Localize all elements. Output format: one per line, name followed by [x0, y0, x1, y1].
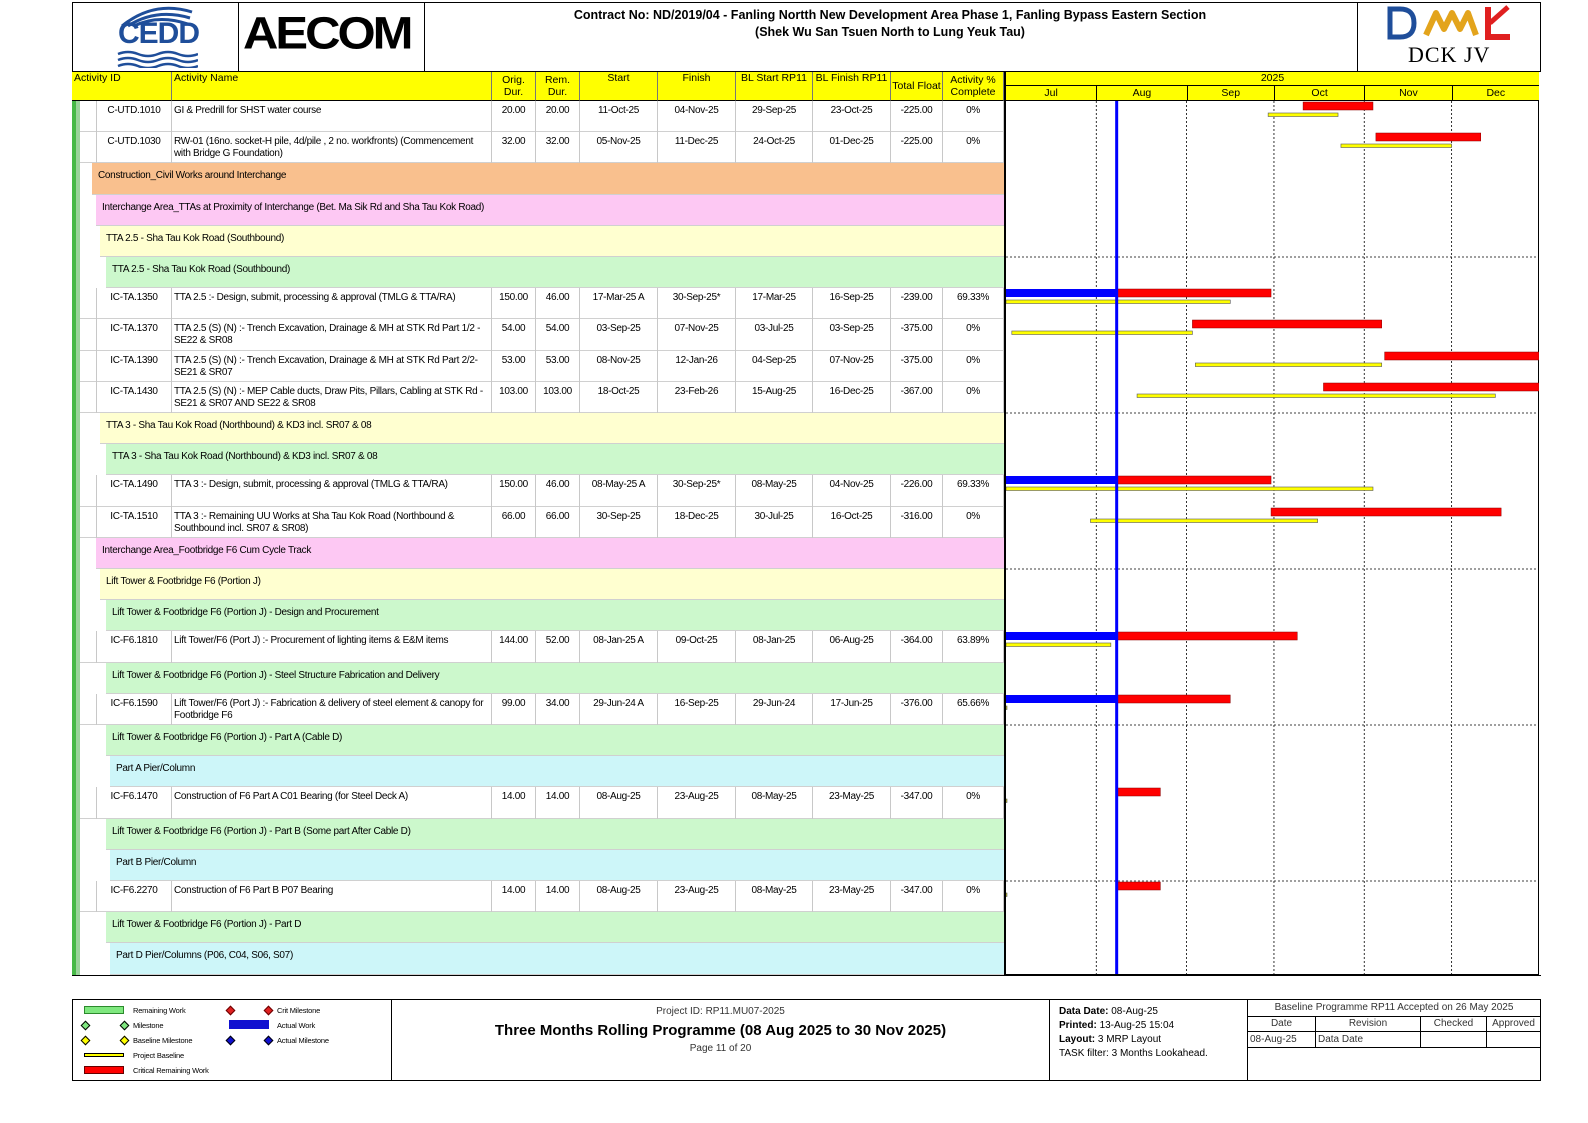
col-header-pct-complete[interactable]: Activity % Complete — [943, 72, 1004, 101]
activity-row[interactable] — [72, 132, 1004, 163]
total-float: -376.00 — [891, 694, 943, 725]
pct-complete: 0% — [943, 787, 1004, 819]
activity-name: TTA 2.5 :- Design, submit, processing & approval (TMLG & TTA/RA) — [172, 288, 492, 319]
col-header-bl-finish[interactable]: BL Finish RP11 — [813, 72, 891, 101]
bl-start-date: 30-Jul-25 — [736, 507, 813, 538]
critical-remaining-bar — [1117, 289, 1271, 297]
activity-id: IC-TA.1390 — [96, 351, 172, 382]
baseline-bar — [1006, 799, 1007, 803]
finish-date: 12-Jan-26 — [658, 351, 736, 382]
divider — [72, 975, 1541, 976]
finish-date: 18-Dec-25 — [658, 507, 736, 538]
activity-id: IC-TA.1370 — [96, 319, 172, 351]
rem-dur: 46.00 — [536, 475, 580, 507]
divider — [1049, 999, 1050, 1081]
critical-remaining-bar — [1117, 632, 1298, 640]
activity-row[interactable] — [72, 101, 1004, 132]
bl-start-date: 24-Oct-25 — [736, 132, 813, 163]
outline-stripe — [76, 101, 80, 975]
pct-complete: 69.33% — [943, 475, 1004, 507]
rev-header-checked: Checked — [1433, 1018, 1474, 1029]
rev-revision: Data Date — [1318, 1034, 1364, 1045]
bl-start-date: 04-Sep-25 — [736, 351, 813, 382]
divider — [1248, 1016, 1540, 1017]
wbs-band-row[interactable] — [72, 413, 1004, 444]
orig-dur: 103.00 — [492, 382, 536, 413]
rem-dur: 34.00 — [536, 694, 580, 725]
bl-start-date: 03-Jul-25 — [736, 319, 813, 351]
rem-dur: 20.00 — [536, 101, 580, 132]
activity-id: C-UTD.1010 — [96, 101, 172, 132]
wbs-band-label: Interchange Area_TTAs at Proximity of Interchange (Bet. Ma Sik Rd and Sha Tau Kok Road) — [96, 195, 1004, 226]
rem-dur: 54.00 — [536, 319, 580, 351]
wbs-band-label: Lift Tower & Footbridge F6 (Portion J) - Steel Structure Fabrication and Delivery — [106, 663, 1004, 694]
divider — [1248, 1047, 1540, 1048]
critical-remaining-bar — [1303, 102, 1373, 110]
wbs-band-row[interactable] — [72, 663, 1004, 694]
activity-id: IC-TA.1510 — [96, 507, 172, 538]
activity-row[interactable] — [72, 631, 1004, 663]
baseline-bar — [1268, 113, 1338, 117]
project-id: Project ID: RP11.MU07-2025 — [656, 1006, 785, 1017]
critical-remaining-bar — [1117, 695, 1231, 703]
rem-dur: 14.00 — [536, 787, 580, 819]
bl-finish-date: 17-Jun-25 — [813, 694, 891, 725]
pct-complete: 0% — [943, 382, 1004, 413]
baseline-title: Baseline Programme RP11 Accepted on 26 May 2025 — [1274, 1002, 1514, 1013]
cedd-logo-text: CEDD — [118, 17, 200, 50]
bl-finish-date: 23-May-25 — [813, 881, 891, 912]
wbs-band-label: Lift Tower & Footbridge F6 (Portion J) - Part D — [106, 912, 1004, 943]
wbs-band-row[interactable] — [72, 538, 1004, 569]
wbs-band-label: Lift Tower & Footbridge F6 (Portion J) - Part A (Cable D) — [106, 725, 1004, 756]
activity-row[interactable] — [72, 507, 1004, 538]
activity-id: IC-F6.1810 — [96, 631, 172, 663]
activity-row[interactable] — [72, 351, 1004, 382]
orig-dur: 54.00 — [492, 319, 536, 351]
wbs-band-label: Lift Tower & Footbridge F6 (Portion J) — [100, 569, 1004, 600]
bl-start-date: 17-Mar-25 — [736, 288, 813, 319]
wbs-band-row[interactable] — [72, 943, 1004, 975]
start-date: 11-Oct-25 — [580, 101, 658, 132]
critical-remaining-bar — [1117, 882, 1161, 890]
total-float: -239.00 — [891, 288, 943, 319]
orig-dur: 14.00 — [492, 787, 536, 819]
finish-date: 23-Aug-25 — [658, 881, 736, 912]
pct-complete: 0% — [943, 507, 1004, 538]
data-date-block — [1059, 1006, 1208, 1062]
actual-work-bar — [1006, 632, 1117, 640]
total-float: -375.00 — [891, 319, 943, 351]
start-date: 08-Nov-25 — [580, 351, 658, 382]
pct-complete: 0% — [943, 132, 1004, 163]
legend-critical-swatch — [84, 1066, 124, 1074]
baseline-bar — [1006, 643, 1111, 647]
start-date: 05-Nov-25 — [580, 132, 658, 163]
total-float: -364.00 — [891, 631, 943, 663]
activity-id: IC-TA.1350 — [96, 288, 172, 319]
wbs-band-label: TTA 2.5 - Sha Tau Kok Road (Southbound) — [100, 226, 1004, 257]
bl-start-date: 08-May-25 — [736, 475, 813, 507]
month-label: Aug — [1096, 86, 1186, 101]
critical-remaining-bar — [1117, 788, 1161, 796]
rem-dur: 52.00 — [536, 631, 580, 663]
orig-dur: 53.00 — [492, 351, 536, 382]
pct-complete: 69.33% — [943, 288, 1004, 319]
total-float: -375.00 — [891, 351, 943, 382]
finish-date: 23-Feb-26 — [658, 382, 736, 413]
actual-work-bar — [1006, 695, 1117, 703]
bl-finish-date: 03-Sep-25 — [813, 319, 891, 351]
activity-name: TTA 3 :- Remaining UU Works at Sha Tau Kok Road (Northbound & Southbound incl. SR07 & SR08) — [172, 507, 492, 538]
finish-date: 07-Nov-25 — [658, 319, 736, 351]
activity-id: C-UTD.1030 — [96, 132, 172, 163]
bl-start-date: 29-Sep-25 — [736, 101, 813, 132]
divider — [238, 2, 239, 72]
activity-row[interactable] — [72, 475, 1004, 507]
wbs-band-row[interactable] — [72, 569, 1004, 600]
baseline-bar — [1006, 487, 1373, 491]
col-header-start[interactable]: Start — [580, 72, 658, 101]
activity-id: IC-TA.1430 — [96, 382, 172, 413]
activity-id: IC-TA.1490 — [96, 475, 172, 507]
legend-project-baseline-label: Project Baseline — [133, 1051, 184, 1060]
legend-milestone-label: Milestone — [133, 1021, 164, 1030]
bl-start-date: 15-Aug-25 — [736, 382, 813, 413]
wbs-band-row[interactable] — [72, 163, 1004, 195]
data-date-label: Data Date: — [1059, 1006, 1109, 1017]
total-float: -316.00 — [891, 507, 943, 538]
start-date: 08-Aug-25 — [580, 881, 658, 912]
legend-baseline-milestone-label: Baseline Milestone — [133, 1036, 193, 1045]
wbs-band-row[interactable] — [72, 195, 1004, 226]
pct-complete: 63.89% — [943, 631, 1004, 663]
activity-name: TTA 2.5 (S) (N) :- Trench Excavation, Drainage & MH at STK Rd Part 2/2- SE21 & SR07 — [172, 351, 492, 382]
legend-critical-label: Critical Remaining Work — [133, 1066, 209, 1075]
wbs-band-label: TTA 2.5 - Sha Tau Kok Road (Southbound) — [106, 257, 1004, 288]
rem-dur: 46.00 — [536, 288, 580, 319]
legend-actual-label: Actual Work — [277, 1021, 316, 1030]
baseline-bar — [1090, 519, 1317, 523]
page-number: Page 11 of 20 — [689, 1043, 752, 1054]
bl-finish-date: 16-Dec-25 — [813, 382, 891, 413]
total-float: -367.00 — [891, 382, 943, 413]
pct-complete: 0% — [943, 319, 1004, 351]
wbs-band-row[interactable] — [72, 850, 1004, 881]
baseline-bar — [1195, 363, 1381, 367]
printed-label: Printed: — [1059, 1020, 1097, 1031]
wbs-band-row[interactable] — [72, 819, 1004, 850]
wbs-band-row[interactable] — [72, 725, 1004, 756]
start-date: 29-Jun-24 A — [580, 694, 658, 725]
critical-remaining-bar — [1117, 476, 1271, 484]
activity-name: TTA 3 :- Design, submit, processing & approval (TMLG & TTA/RA) — [172, 475, 492, 507]
contract-title: Contract No: ND/2019/04 - Fanling Nortth New Development Area Phase 1, Fanling Bypass Eastern Section — [573, 8, 1207, 22]
bl-finish-date: 16-Sep-25 — [813, 288, 891, 319]
col-header-bl-start[interactable]: BL Start RP11 — [736, 72, 813, 101]
divider — [1357, 2, 1358, 72]
bl-finish-date: 06-Aug-25 — [813, 631, 891, 663]
layout-label: Layout: — [1059, 1034, 1096, 1045]
bl-finish-date: 01-Dec-25 — [813, 132, 891, 163]
timeline-year: 2025 — [1006, 72, 1539, 86]
critical-remaining-bar — [1385, 352, 1539, 360]
orig-dur: 66.00 — [492, 507, 536, 538]
activity-name: Construction of F6 Part B P07 Bearing — [172, 881, 492, 912]
baseline-bar — [1341, 144, 1452, 148]
activity-id: IC-F6.1470 — [96, 787, 172, 819]
divider — [424, 2, 425, 72]
critical-remaining-bar — [1376, 133, 1481, 141]
rem-dur: 103.00 — [536, 382, 580, 413]
task-filter: TASK filter: 3 Months Lookahead. — [1059, 1048, 1208, 1059]
divider — [1248, 1031, 1540, 1032]
bl-finish-date: 23-Oct-25 — [813, 101, 891, 132]
rem-dur: 53.00 — [536, 351, 580, 382]
wbs-band-row[interactable] — [72, 756, 1004, 787]
total-float: -226.00 — [891, 475, 943, 507]
bl-finish-date: 23-May-25 — [813, 787, 891, 819]
activity-id: IC-F6.2270 — [96, 881, 172, 912]
rev-header-approved: Approved — [1492, 1018, 1535, 1029]
orig-dur: 14.00 — [492, 881, 536, 912]
critical-remaining-bar — [1192, 320, 1381, 328]
bl-start-date: 08-May-25 — [736, 881, 813, 912]
start-date: 18-Oct-25 — [580, 382, 658, 413]
programme-title: Three Months Rolling Programme (08 Aug 2025 to 30 Nov 2025) — [494, 1022, 947, 1039]
pct-complete: 0% — [943, 881, 1004, 912]
activity-id: IC-F6.1590 — [96, 694, 172, 725]
dckjv-logo-text: DCK JV — [1408, 42, 1491, 67]
total-float: -225.00 — [891, 132, 943, 163]
total-float: -225.00 — [891, 101, 943, 132]
aecom-logo: AECOM — [243, 9, 411, 59]
wbs-band-label: Part D Pier/Columns (P06, C04, S06, S07) — [110, 943, 1004, 975]
critical-remaining-bar — [1323, 383, 1539, 391]
rem-dur: 32.00 — [536, 132, 580, 163]
rev-header-date: Date — [1270, 1018, 1293, 1029]
activity-row[interactable] — [72, 694, 1004, 725]
activity-row[interactable] — [72, 787, 1004, 819]
activity-name: TTA 2.5 (S) (N) :- MEP Cable ducts, Draw Pits, Pillars, Cabling at STK Rd - SE21 & SR07 AND SE22 & SR08 — [172, 382, 492, 413]
activity-name: Lift Tower/F6 (Port J) :- Fabrication & delivery of steel element & canopy for Footbridge F6 — [172, 694, 492, 725]
bl-start-date: 08-Jan-25 — [736, 631, 813, 663]
wbs-band-label: Lift Tower & Footbridge F6 (Portion J) - Part B (Some part After Cable D) — [106, 819, 1004, 850]
finish-date: 30-Sep-25* — [658, 475, 736, 507]
activity-row[interactable] — [72, 382, 1004, 413]
activity-row[interactable] — [72, 319, 1004, 351]
finish-date: 16-Sep-25 — [658, 694, 736, 725]
timeline-header — [1004, 72, 1539, 101]
legend-crit-milestone-label: Crit Milestone — [277, 1006, 321, 1015]
orig-dur: 144.00 — [492, 631, 536, 663]
start-date: 30-Sep-25 — [580, 507, 658, 538]
gantt-chart — [1006, 101, 1539, 974]
printed-value: 13-Aug-25 15:04 — [1099, 1020, 1175, 1031]
finish-date: 23-Aug-25 — [658, 787, 736, 819]
wbs-band-label: TTA 3 - Sha Tau Kok Road (Northbound) & KD3 incl. SR07 & 08 — [106, 444, 1004, 475]
baseline-bar — [1137, 394, 1495, 398]
pct-complete: 0% — [943, 101, 1004, 132]
col-header-finish[interactable]: Finish — [658, 72, 736, 101]
dckjv-logo-graphic — [1386, 5, 1516, 41]
activity-name: RW-01 (16no. socket-H pile, 4d/pile , 2 no. workfronts) (Commencement with Bridge G Foundation) — [172, 132, 492, 163]
baseline-bar — [1006, 706, 1007, 710]
bl-finish-date: 07-Nov-25 — [813, 351, 891, 382]
bl-finish-date: 16-Oct-25 — [813, 507, 891, 538]
wbs-band-label: TTA 3 - Sha Tau Kok Road (Northbound) & KD3 incl. SR07 & 08 — [100, 413, 1004, 444]
legend-actual-swatch — [229, 1020, 269, 1029]
layout-value: 3 MRP Layout — [1097, 1034, 1162, 1045]
month-label: Jul — [1044, 87, 1058, 99]
month-label: Sep — [1187, 86, 1274, 101]
start-date: 08-Jan-25 A — [580, 631, 658, 663]
legend-actual-milestone-label: Actual Milestone — [277, 1036, 329, 1045]
finish-date: 09-Oct-25 — [658, 631, 736, 663]
wbs-band-row[interactable] — [72, 444, 1004, 475]
pct-complete: 65.66% — [943, 694, 1004, 725]
gantt-area — [1004, 101, 1539, 975]
finish-date: 30-Sep-25* — [658, 288, 736, 319]
contract-subtitle: (Shek Wu San Tsuen North to Lung Yeuk Tau) — [755, 25, 1025, 39]
activity-row[interactable] — [72, 881, 1004, 912]
rem-dur: 14.00 — [536, 881, 580, 912]
start-date: 17-Mar-25 A — [580, 288, 658, 319]
activity-name: Lift Tower/F6 (Port J) :- Procurement of lighting items & E&M items — [172, 631, 492, 663]
baseline-bar — [1012, 331, 1193, 335]
wbs-band-label: Construction_Civil Works around Interchange — [92, 163, 1004, 195]
baseline-bar — [1006, 893, 1007, 897]
finish-date: 11-Dec-25 — [658, 132, 736, 163]
actual-work-bar — [1006, 289, 1117, 297]
legend-baseline-swatch — [84, 1053, 124, 1057]
activity-row[interactable] — [72, 288, 1004, 319]
col-header-rem-dur[interactable]: Rem. Dur. — [536, 72, 580, 101]
finish-date: 04-Nov-25 — [658, 101, 736, 132]
bl-start-date: 08-May-25 — [736, 787, 813, 819]
month-label: Nov — [1364, 86, 1451, 101]
legend-remaining-label: Remaining Work — [133, 1006, 186, 1015]
rem-dur: 66.00 — [536, 507, 580, 538]
actual-work-bar — [1006, 476, 1117, 484]
activity-name: GI & Predrill for SHST water course — [172, 101, 492, 132]
wbs-band-row[interactable] — [72, 912, 1004, 943]
rev-header-revision: Revision — [1348, 1018, 1388, 1029]
orig-dur: 32.00 — [492, 132, 536, 163]
critical-remaining-bar — [1271, 508, 1501, 516]
bl-start-date: 29-Jun-24 — [736, 694, 813, 725]
start-date: 03-Sep-25 — [580, 319, 658, 351]
total-float: -347.00 — [891, 881, 943, 912]
activity-name: TTA 2.5 (S) (N) :- Trench Excavation, Drainage & MH at STK Rd Part 1/2 - SE22 & SR08 — [172, 319, 492, 351]
month-label: Oct — [1274, 86, 1364, 101]
activity-table — [72, 101, 1004, 975]
timeline-months — [1006, 86, 1539, 101]
month-label: Dec — [1452, 86, 1539, 101]
wbs-band-label: Lift Tower & Footbridge F6 (Portion J) - Design and Procurement — [106, 600, 1004, 631]
wbs-band-row[interactable] — [72, 257, 1004, 288]
orig-dur: 20.00 — [492, 101, 536, 132]
bl-finish-date: 04-Nov-25 — [813, 475, 891, 507]
orig-dur: 99.00 — [492, 694, 536, 725]
data-date-value: 08-Aug-25 — [1111, 1006, 1158, 1017]
wbs-band-label: Part B Pier/Column — [110, 850, 1004, 881]
rev-date: 08-Aug-25 — [1250, 1034, 1297, 1045]
col-header-activity-name[interactable]: Activity Name — [172, 72, 492, 101]
wbs-band-label: Part A Pier/Column — [110, 756, 1004, 787]
total-float: -347.00 — [891, 787, 943, 819]
col-header-orig-dur[interactable]: Orig. Dur. — [492, 72, 536, 101]
orig-dur: 150.00 — [492, 288, 536, 319]
pct-complete: 0% — [943, 351, 1004, 382]
dckjv-logo — [1386, 5, 1516, 41]
col-header-total-float[interactable]: Total Float — [891, 72, 943, 101]
col-header-activity-id[interactable]: Activity ID — [72, 72, 172, 101]
start-date: 08-Aug-25 — [580, 787, 658, 819]
orig-dur: 150.00 — [492, 475, 536, 507]
start-date: 08-May-25 A — [580, 475, 658, 507]
legend-remaining-swatch — [84, 1006, 124, 1014]
wbs-band-row[interactable] — [72, 226, 1004, 257]
wbs-band-row[interactable] — [72, 600, 1004, 631]
wbs-band-label: Interchange Area_Footbridge F6 Cum Cycle Track — [96, 538, 1004, 569]
activity-name: Construction of F6 Part A C01 Bearing (for Steel Deck A) — [172, 787, 492, 819]
